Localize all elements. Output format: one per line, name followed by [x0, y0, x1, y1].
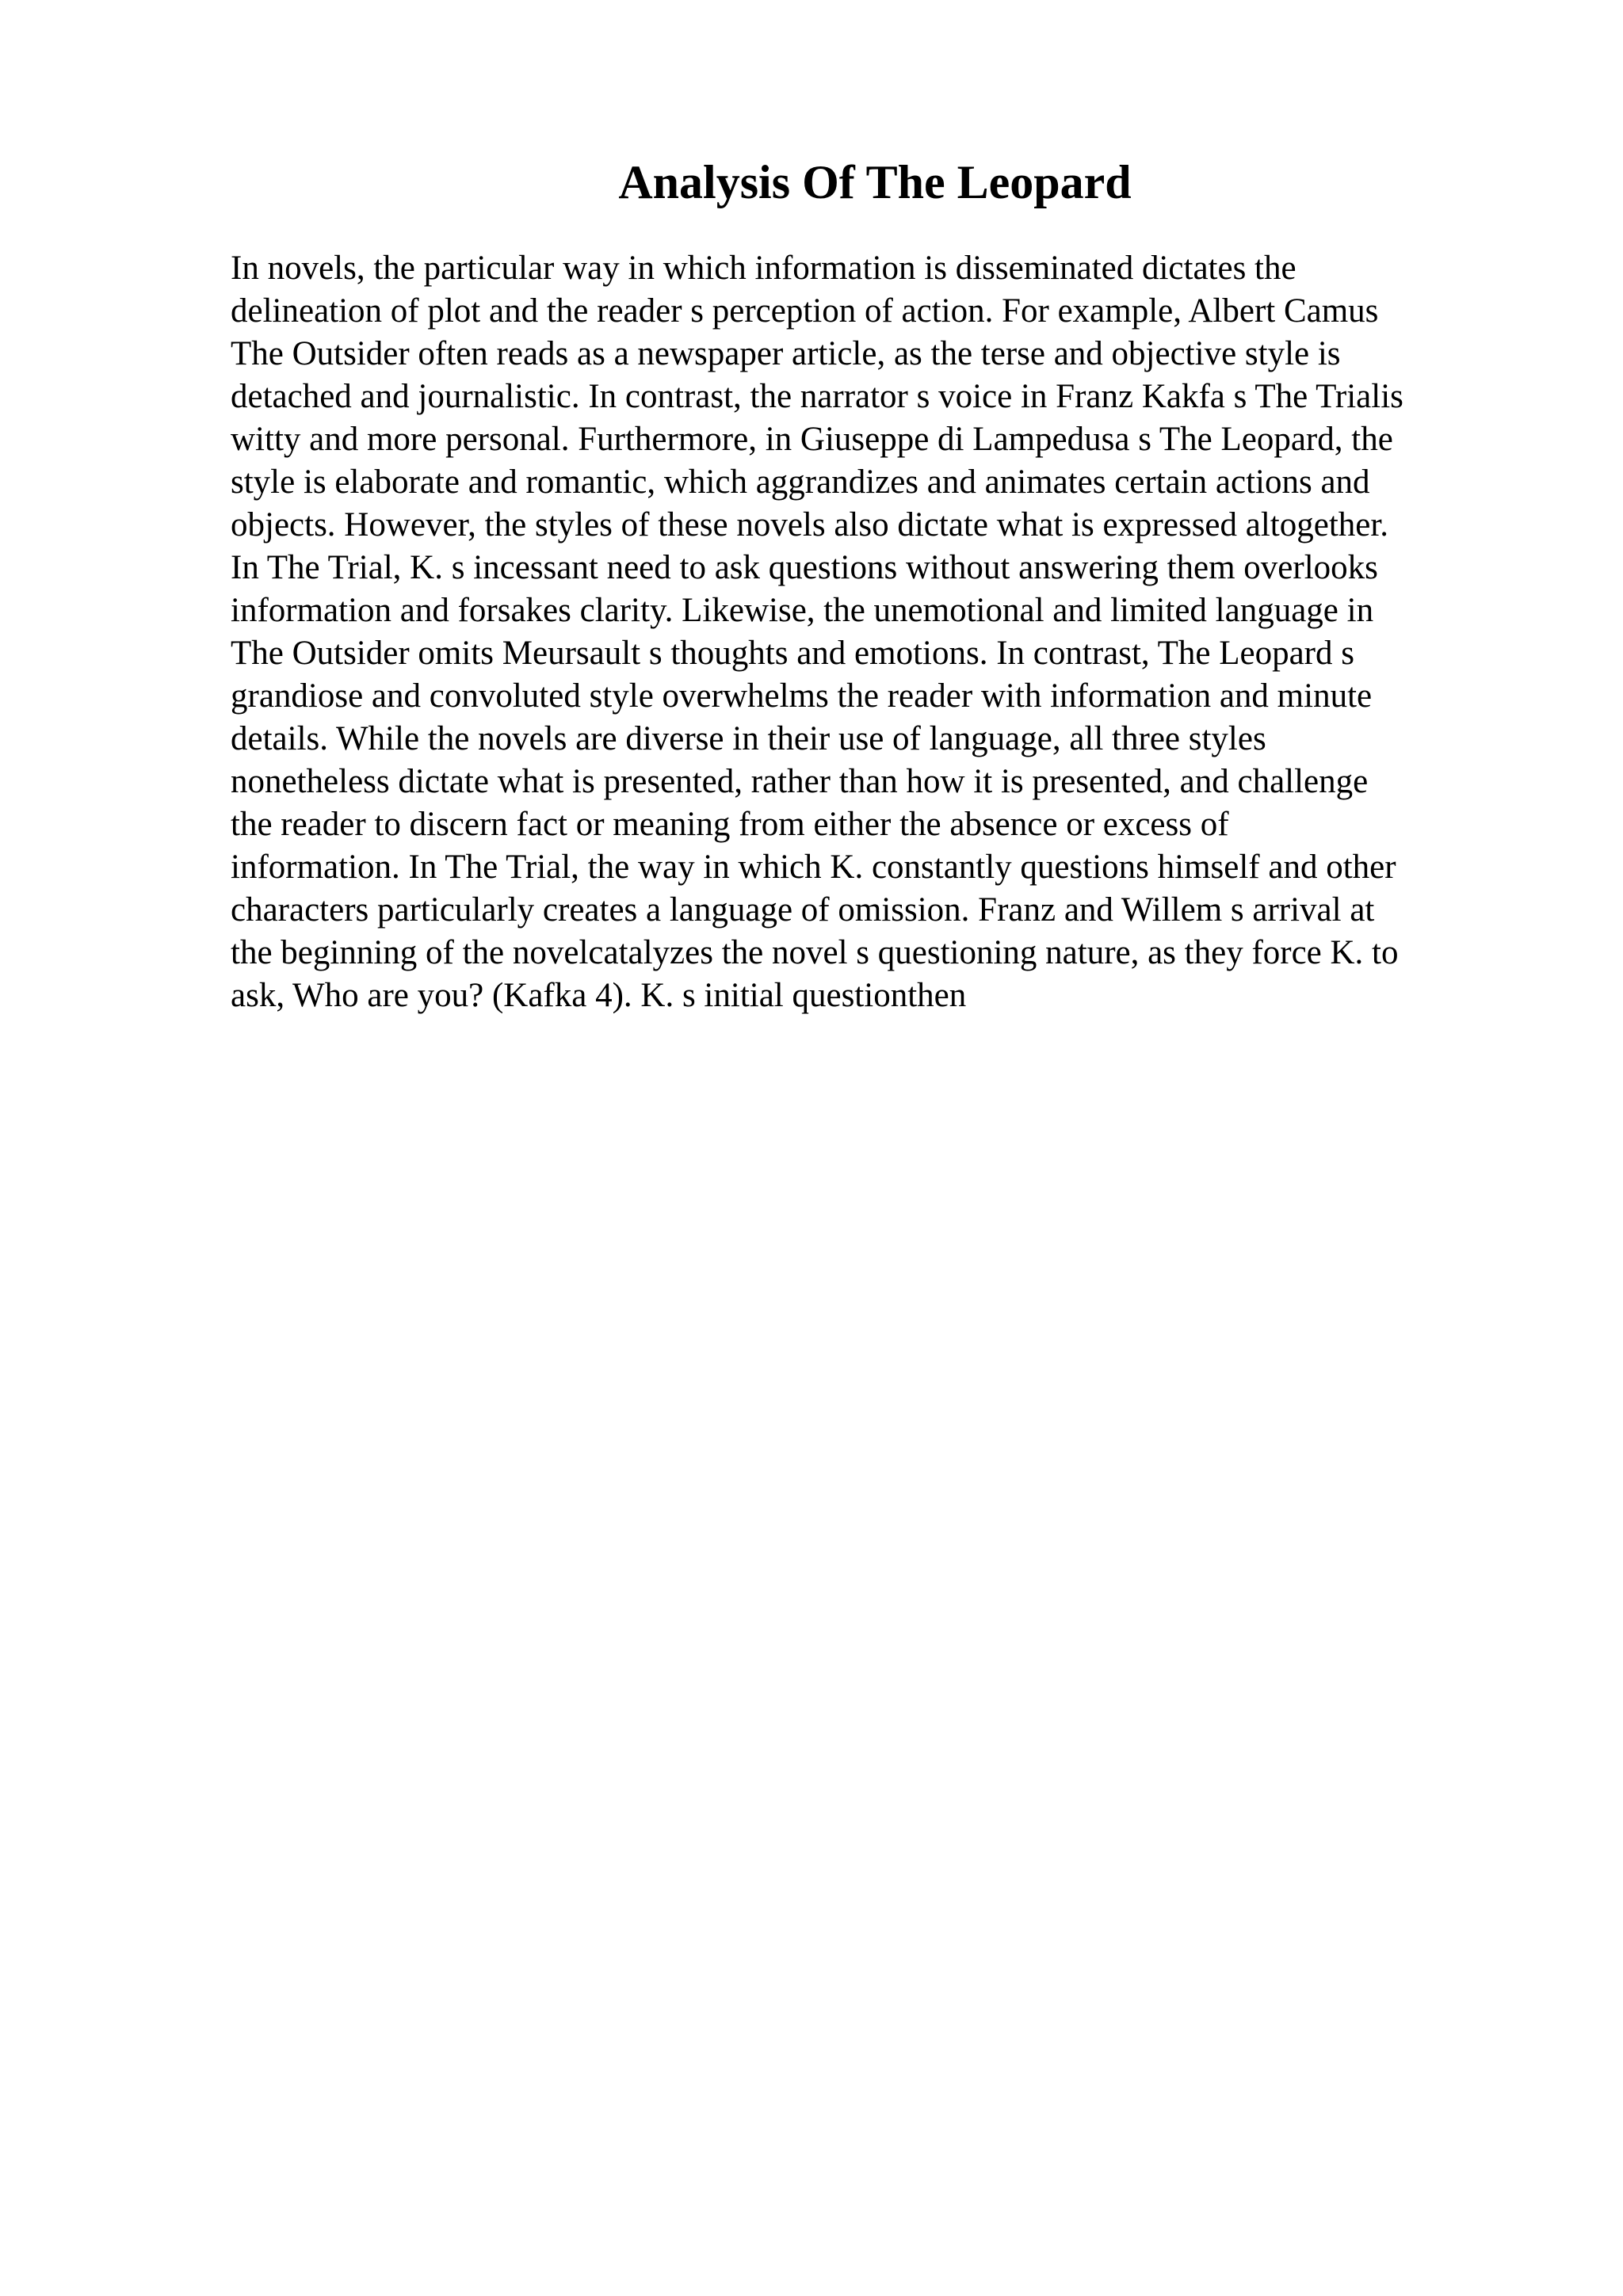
body-line: The Outsider often reads as a newspaper article, as the terse and objective style is: [231, 335, 1341, 372]
body-line: detached and journalistic. In contrast, the narrator s voice in Franz Kakfa s The Trialis: [231, 378, 1403, 415]
body-line: In novels, the particular way in which information is disseminated dictates the: [231, 250, 1296, 287]
body-line: In The Trial, K. s incessant need to ask questions without answering them overlooks: [231, 549, 1378, 586]
body-line: delineation of plot and the reader s perception of action. For example, Albert Camus: [231, 292, 1379, 330]
body-line: details. While the novels are diverse in their use of language, all three styles: [231, 720, 1266, 757]
body-line: The Outsider omits Meursault s thoughts and emotions. In contrast, The Leopard s: [231, 635, 1354, 672]
body-line: grandiose and convoluted style overwhelms the reader with information and minute: [231, 677, 1373, 715]
body-line: the beginning of the novelcatalyzes the novel s questioning nature, as they force K. to: [231, 934, 1399, 971]
document-body: [231, 247, 1499, 1017]
body-line: information and forsakes clarity. Likewise, the unemotional and limited language in: [231, 592, 1374, 629]
body-line: information. In The Trial, the way in which K. constantly questions himself and other: [231, 849, 1396, 886]
body-line: nonetheless dictate what is presented, rather than how it is presented, and challenge: [231, 763, 1369, 800]
document-title: Analysis Of The Leopard: [618, 156, 1132, 208]
body-line: witty and more personal. Furthermore, in Giuseppe di Lampedusa s The Leopard, the: [231, 421, 1393, 458]
body-line: the reader to discern fact or meaning from either the absence or excess of: [231, 806, 1229, 843]
body-line: style is elaborate and romantic, which aggrandizes and animates certain actions and: [231, 463, 1370, 501]
body-line: ask, Who are you? (Kafka 4). K. s initial questionthen: [231, 977, 967, 1014]
body-line: objects. However, the styles of these novels also dictate what is expressed altogether.: [231, 506, 1389, 543]
body-line: characters particularly creates a language of omission. Franz and Willem s arrival at: [231, 891, 1375, 929]
